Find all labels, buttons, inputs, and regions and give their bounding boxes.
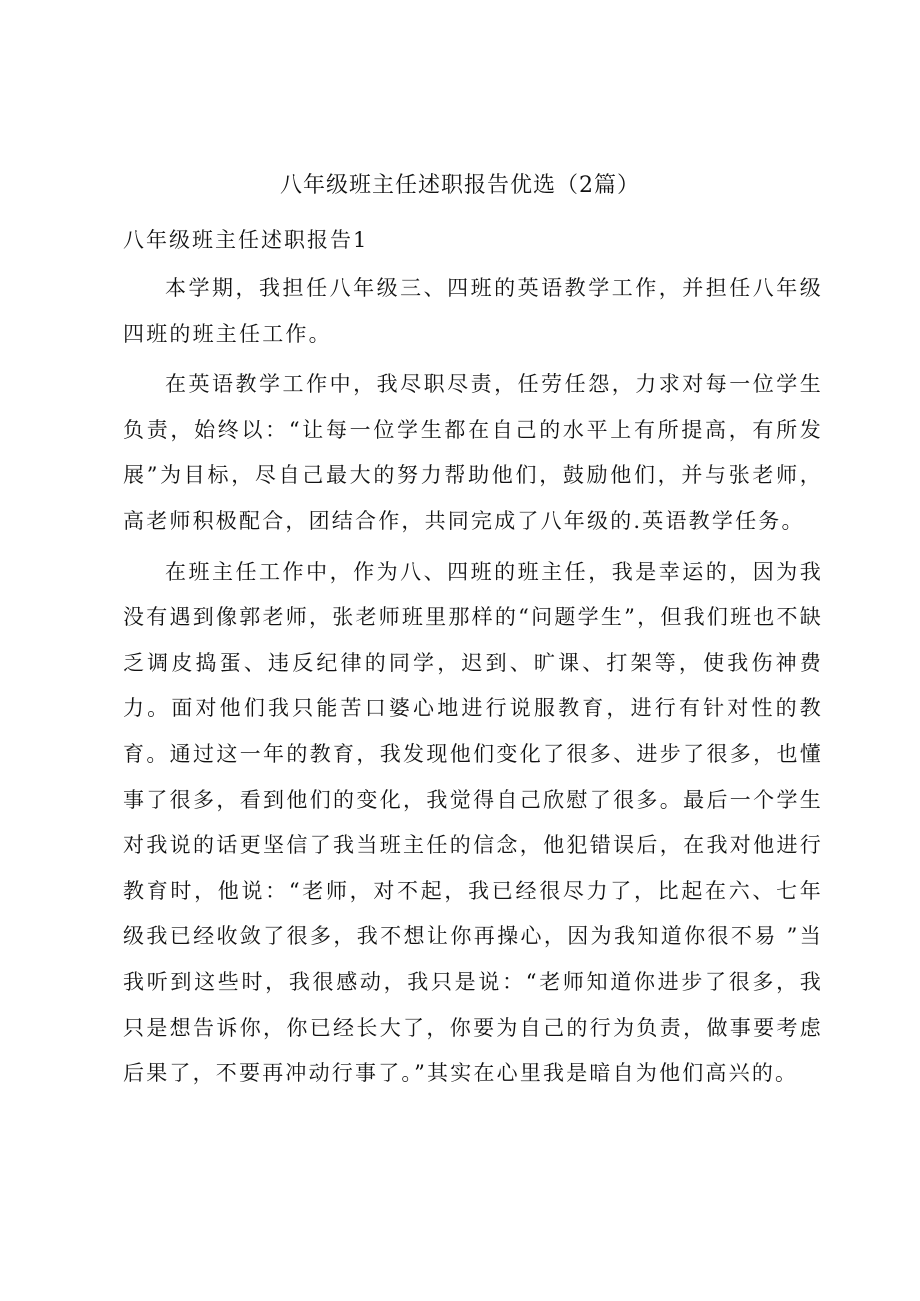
- paragraph-teaching: 在英语教学工作中，我尽职尽责，任劳任怨，力求对每一位学生负责，始终以：“让每一位学生都在自己的水平上有所提高，有所发展”为目标，尽自己最大的努力帮助他们，鼓励他们，并与张老师，高老师积极配合，团结合作，共同完成了八年级的.英语教学任务。: [123, 372, 823, 533]
- section-heading: 八年级班主任述职报告1: [123, 228, 369, 252]
- paragraph-intro: 本学期，我担任八年级三、四班的英语教学工作，并担任八年级四班的班主任工作。: [123, 276, 823, 346]
- report-body: [123, 266, 823, 1102]
- document-title: 八年级班主任述职报告优选（2篇）: [280, 173, 640, 198]
- paragraph-homeroom: 在班主任工作中，作为八、四班的班主任，我是幸运的，因为我没有遇到像郭老师，张老师班里那样的“问题学生”，但我们班也不缺乏调皮捣蛋、违反纪律的同学，迟到、旷课、打架等，使我伤神费力。面对他们我只能苦口婆心地进行说服教育，进行有针对性的教育。通过这一年的教育，我发现他们变化了很多、进步了很多，也懂事了很多，看到他们的变化，我觉得自己欣慰了很多。最后一个学生对我说的话更坚信了我当班主任的信念，他犯错误后，在我对他进行教育时，他说：“老师，对不起，我已经很尽力了，比起在六、七年级我已经收敛了很多，我不想让你再操心，因为我知道你很不易 ”当我听到这些时，我很感动，我只是说：“老师知道你进步了很多，我只是想告诉你，你已经长大了，你要为自己的行为负责，做事要考虑后果了，不要再冲动行事了。”其实在心里我是暗自为他们高兴的。: [123, 559, 823, 1086]
